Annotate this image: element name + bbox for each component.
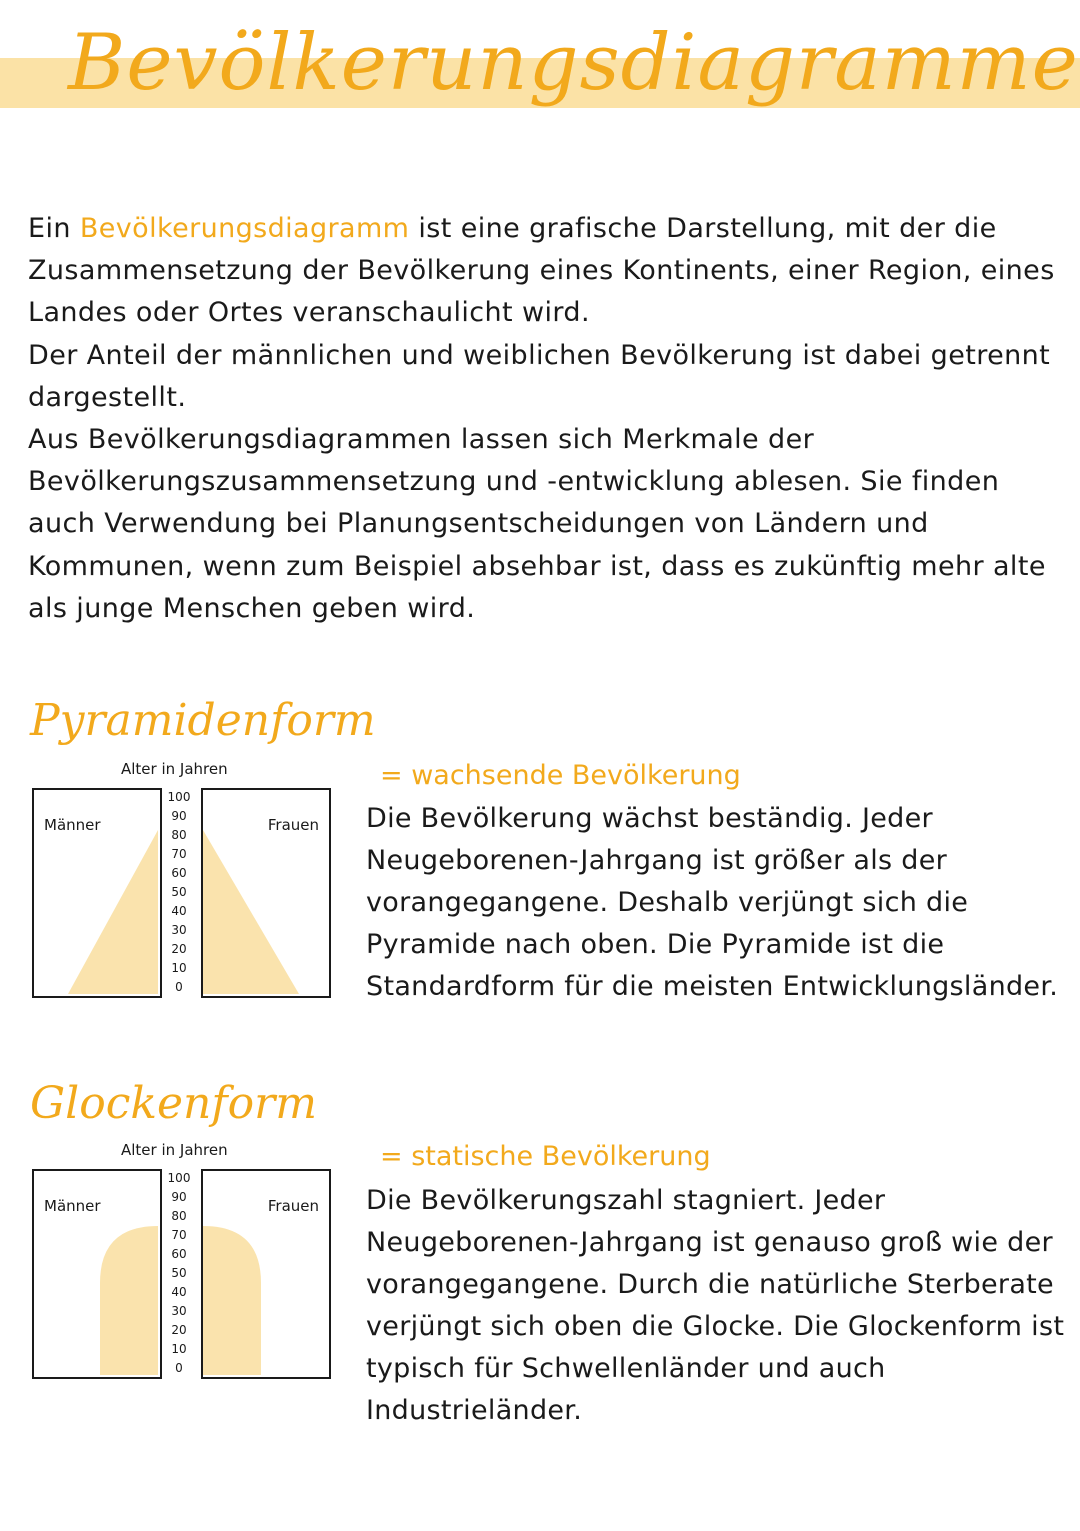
intro-paragraph-3: Aus Bevölkerungsdiagrammen lassen sich Merkmale der Bevölkerungszusammensetzung und -entwicklung ablesen. Sie finden auch Verwendung bei Planungsentscheidungen von Ländern und Kommunen, wenn zum Beispiel absehbar ist, dass es zukünftig mehr alte als junge Menschen geben wird. <box>28 424 1046 624</box>
tick-label: 0 <box>175 980 183 994</box>
tick-label: 100 <box>167 790 191 804</box>
axis-title: Alter in Jahren <box>121 760 228 778</box>
section-title-pyramid: Pyramidenform <box>30 695 376 746</box>
men-panel <box>32 788 162 998</box>
tick-label: 70 <box>171 847 187 861</box>
women-panel <box>201 1169 331 1379</box>
tick-label: 50 <box>171 885 187 899</box>
age-axis-ticks <box>162 1171 196 1377</box>
bell-diagram <box>26 1141 336 1381</box>
tick-label: 80 <box>171 828 187 842</box>
tick-label: 100 <box>167 1171 191 1185</box>
men-label: Männer <box>44 1197 101 1215</box>
men-label: Männer <box>44 816 101 834</box>
age-axis-ticks <box>162 790 196 996</box>
pyramid-diagram <box>26 760 336 1000</box>
tick-label: 80 <box>171 1209 187 1223</box>
tick-label: 0 <box>175 1361 183 1375</box>
women-panel <box>201 788 331 998</box>
women-label: Frauen <box>267 816 319 834</box>
tick-label: 20 <box>171 942 187 956</box>
tick-label: 90 <box>171 1190 187 1204</box>
section-text-pyramid: Die Bevölkerung wächst beständig. Jeder Neugeborenen-Jahrgang ist größer als der vorangegangene. Deshalb verjüngt sich die Pyramide nach oben. Die Pyramide ist die Standardform für die meisten Entwicklungsländer. <box>366 803 1059 1002</box>
tick-label: 30 <box>171 923 187 937</box>
intro-paragraph-2: Der Anteil der männlichen und weiblichen Bevölkerung ist dabei getrennt dargestellt. <box>28 339 1051 413</box>
women-label: Frauen <box>267 1197 319 1215</box>
intro-paragraph-1 <box>28 208 1073 335</box>
tick-label: 50 <box>171 1266 187 1280</box>
men-panel <box>32 1169 162 1379</box>
tick-label: 40 <box>171 1285 187 1299</box>
page-title: Bevölkerungsdiagramme <box>68 18 1079 108</box>
tick-label: 20 <box>171 1323 187 1337</box>
intro-highlight-term: Bevölkerungsdiagramm <box>79 213 410 244</box>
tick-label: 10 <box>171 961 187 975</box>
tick-label: 70 <box>171 1228 187 1242</box>
section-title-bell: Glockenform <box>30 1078 317 1129</box>
tick-label: 90 <box>171 809 187 823</box>
tick-label: 10 <box>171 1342 187 1356</box>
section-subtitle-bell: = statische Bevölkerung <box>380 1141 711 1172</box>
tick-label: 40 <box>171 904 187 918</box>
section-text-bell: Die Bevölkerungszahl stagniert. Jeder Neugeborenen-Jahrgang ist genauso groß wie der vorangegangene. Durch die natürliche Sterberate verjüngt sich oben die Glocke. Die Glockenform ist typisch für Schwellenländer und auch Industrieländer. <box>366 1185 1065 1426</box>
tick-label: 60 <box>171 1247 187 1261</box>
intro-text <box>28 208 1073 630</box>
intro-lead: Ein <box>28 213 80 244</box>
axis-title: Alter in Jahren <box>121 1141 228 1159</box>
tick-label: 30 <box>171 1304 187 1318</box>
tick-label: 60 <box>171 866 187 880</box>
section-subtitle-pyramid: = wachsende Bevölkerung <box>380 760 741 791</box>
intro-rest: ist eine grafische Darstellung, mit der die Zusammensetzung der Bevölkerung eines Kontinents, einer Region, eines Landes oder Ortes veranschaulicht wird. <box>28 213 1055 329</box>
